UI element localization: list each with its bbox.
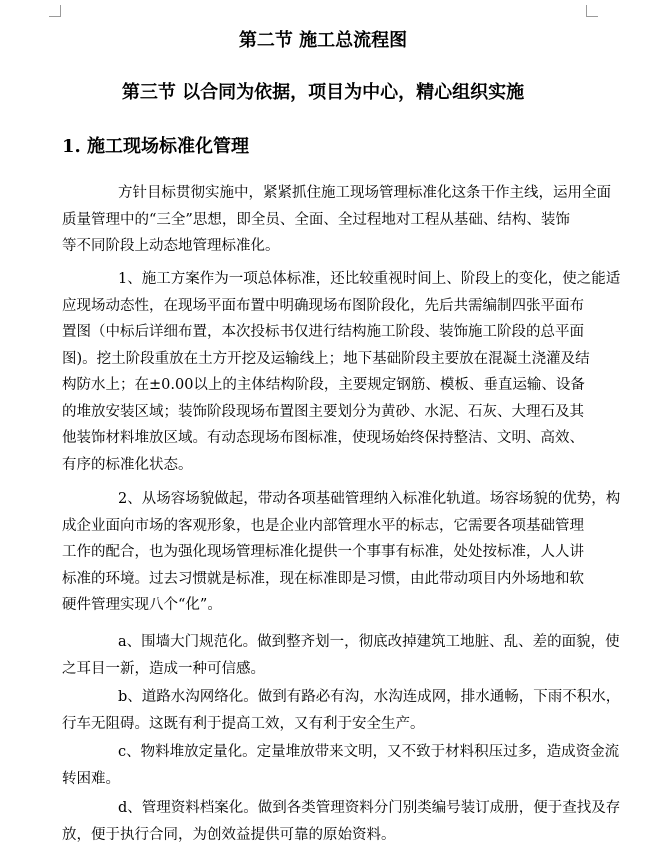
paragraph-line: 图)。挖土阶段重放在土方开挖及运输线上；地下基础阶段主要放在混凝土浇灌及结	[62, 350, 590, 367]
paragraph	[62, 795, 621, 848]
paragraph	[62, 739, 620, 792]
paragraph-line: 应现场动态性，在现场平面布置中明确现场布图阶段化，先后共需编制四张平面布	[62, 297, 584, 314]
paragraph-line: 质量管理中的“三全”思想，即全员、全面、全过程地对工程从基础、结构、装饰	[62, 211, 570, 228]
paragraph-line: 工作的配合，也为强化现场管理标准化提供一个事事有标准，处处按标准，人人讲	[62, 544, 584, 560]
paragraph-line: d、管理资料档案化。做到各类管理资料分门别类编号装订成册，便于查找及存	[118, 800, 621, 816]
paragraph-line: 的堆放安装区域；装饰阶段现场布置图主要划分为黄砂、水泥、石灰、大理石及其	[62, 403, 584, 420]
section-3-title: 第三节 以合同为依据，项目为中心，精心组织实施	[121, 82, 525, 103]
paragraph-line: 置图（中标后详细布置，本次投标书仅进行结构施工阶段、装饰施工阶段的总平面	[62, 324, 584, 340]
paragraph-line: 有序的标准化状态。	[62, 456, 193, 473]
page-corner-mark-top-left	[49, 5, 61, 17]
paragraph-line: a、围墙大门规范化。做到整齐划一，彻底改掉建筑工地脏、乱、差的面貌，使	[118, 634, 620, 650]
paragraph	[62, 684, 621, 737]
paragraph-line: 行车无阻碍。这既有利于提高工效，又有利于安全生产。	[62, 715, 425, 732]
paragraph	[62, 180, 611, 260]
paragraph	[62, 486, 621, 619]
heading-site-standardization: 1. 施工现场标准化管理	[62, 136, 250, 157]
paragraph-line: 硬件管理实现八个“化”。	[62, 597, 222, 613]
section-2-title: 第二节 施工总流程图	[238, 30, 408, 51]
paragraph-line: 放，便于执行合同，为创效益提供可靠的原始资料。	[62, 826, 396, 843]
paragraph-line: 之耳目一新，造成一种可信感。	[62, 660, 265, 677]
paragraph-line: 标准的环境。过去习惯就是标准，现在标准即是习惯，由此带动项目内外场地和软	[62, 570, 584, 587]
paragraph-line: b、道路水沟网络化。做到有路必有沟，水沟连成网，排水通畅，下雨不积水，	[118, 689, 621, 705]
paragraph-line: 成企业面向市场的客观形象，也是企业内部管理水平的标志，它需要各项基础管理	[62, 517, 584, 534]
paragraph-line: 等不同阶段上动态地管理标准化。	[62, 238, 280, 254]
paragraph-line: 1、施工方案作为一项总体标准，还比较重视时间上、阶段上的变化，使之能适	[118, 271, 621, 287]
paragraph-line: 2、从场容场貌做起，带动各项基础管理纳入标准化轨道。场容场貌的优势，构	[118, 491, 621, 507]
paragraph-line: c、物料堆放定量化。定量堆放带来文明，又不致于材料积压过多，造成资金流	[118, 744, 620, 760]
paragraph-line: 方针目标贯彻实施中，紧紧抓住施工现场管理标准化这条干作主线，运用全面	[118, 185, 611, 201]
paragraph-line: 构防水上；在±0.00以上的主体结构阶段，主要规定钢筋、模板、垂直运输、设备	[62, 377, 585, 393]
page-corner-mark-top-right	[586, 5, 598, 17]
paragraph	[62, 266, 621, 478]
paragraph	[62, 629, 620, 682]
paragraph-line: 他装饰材料堆放区域。有动态现场布图标准，使现场始终保持整洁、文明、高效、	[62, 430, 584, 446]
paragraph-line: 转困难。	[62, 770, 120, 787]
